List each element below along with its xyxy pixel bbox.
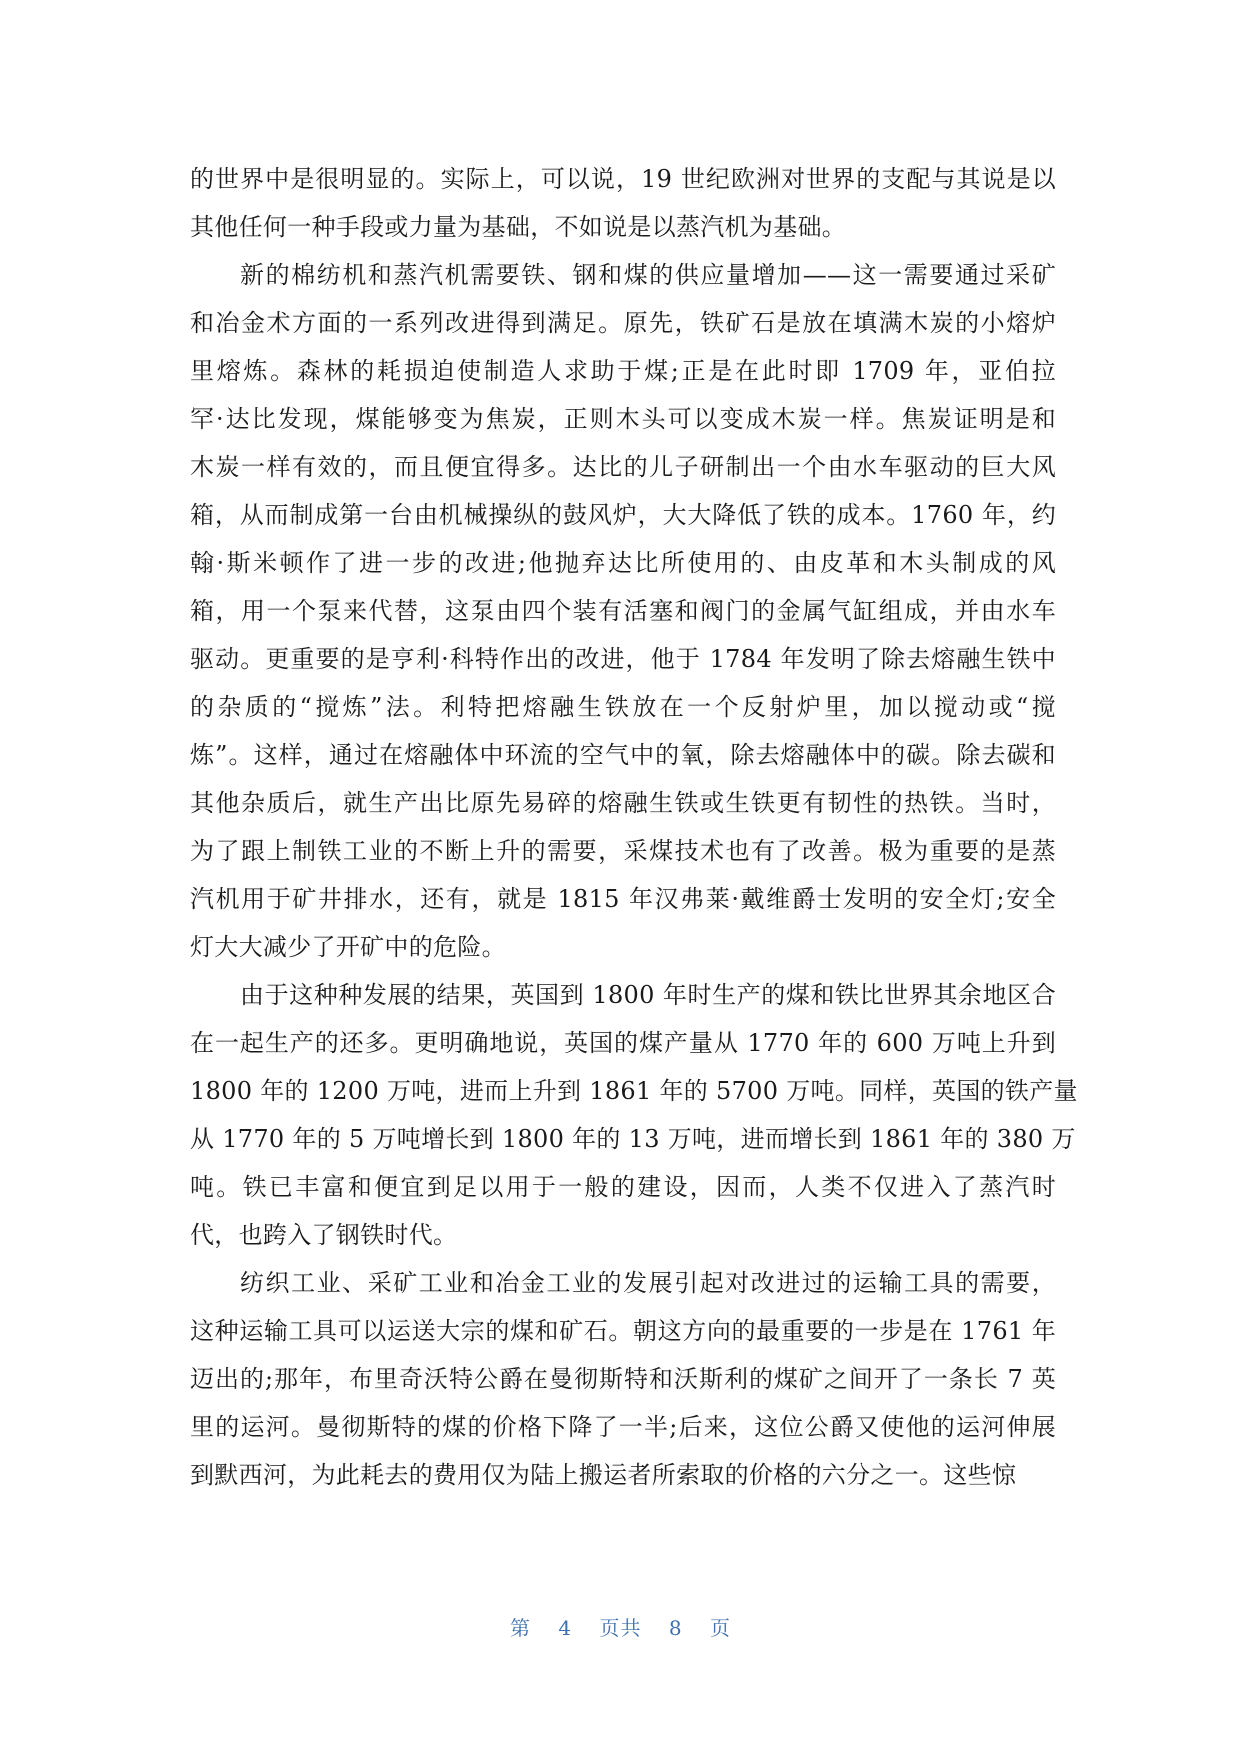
footer-suffix: 页 (709, 1616, 731, 1640)
text-line: 吨。铁已丰富和便宜到足以用于一般的建设，因而，人类不仅进入了蒸汽时 (190, 1173, 1056, 1201)
text-line: 代，也跨入了钢铁时代。 (190, 1221, 458, 1249)
text-line: 迈出的;那年，布里奇沃特公爵在曼彻斯特和沃斯利的煤矿之间开了一条长 7 英 (190, 1365, 1056, 1393)
text-line: 从 1770 年的 5 万吨增长到 1800 年的 13 万吨，进而增长到 1861 年的 380 万 (190, 1125, 1076, 1153)
text-line: 在一起生产的还多。更明确地说，英国的煤产量从 1770 年的 600 万吨上升到 (190, 1029, 1056, 1057)
text-line: 翰·斯米顿作了进一步的改进;他抛弃达比所使用的、由皮革和木头制成的风 (190, 549, 1056, 577)
paragraph (190, 155, 1056, 251)
text-line: 到默西河，为此耗去的费用仅为陆上搬运者所索取的价格的六分之一。这些惊 (190, 1461, 1017, 1489)
text-line: 其他任何一种手段或力量为基础，不如说是以蒸汽机为基础。 (190, 213, 847, 241)
text-line: 箱，从而制成第一台由机械操纵的鼓风炉，大大降低了铁的成本。1760 年，约 (190, 501, 1056, 529)
text-line: 其他杂质后，就生产出比原先易碎的熔融生铁或生铁更有韧性的热铁。当时， (190, 789, 1056, 817)
text-line: 和冶金术方面的一系列改进得到满足。原先，铁矿石是放在填满木炭的小熔炉 (190, 309, 1056, 337)
text-line: 汽机用于矿井排水，还有，就是 1815 年汉弗莱·戴维爵士发明的安全灯;安全 (190, 885, 1056, 913)
text-line: 里熔炼。森林的耗损迫使制造人求助于煤;正是在此时即 1709 年，亚伯拉 (190, 357, 1056, 385)
text-line: 驱动。更重要的是亨利·科特作出的改进，他于 1784 年发明了除去熔融生铁中 (190, 645, 1056, 673)
text-line: 的世界中是很明显的。实际上，可以说，19 世纪欧洲对世界的支配与其说是以 (190, 165, 1056, 193)
text-line: 为了跟上制铁工业的不断上升的需要，采煤技术也有了改善。极为重要的是蒸 (190, 837, 1056, 865)
footer-prefix: 第 (510, 1616, 532, 1640)
text-line: 这种运输工具可以运送大宗的煤和矿石。朝这方向的最重要的一步是在 1761 年 (190, 1317, 1056, 1345)
text-line: 灯大大减少了开矿中的危险。 (190, 933, 506, 961)
text-line: 由于这种种发展的结果，英国到 1800 年时生产的煤和铁比世界其余地区合 (240, 981, 1056, 1009)
paragraph (190, 251, 1056, 971)
text-line: 1800 年的 1200 万吨，进而上升到 1861 年的 5700 万吨。同样，英国的铁产量 (190, 1077, 1078, 1105)
text-line: 箱，用一个泵来代替，这泵由四个装有活塞和阀门的金属气缸组成，并由水车 (190, 597, 1056, 625)
document-body (190, 155, 1078, 1499)
text-line: 炼”。这样，通过在熔融体中环流的空气中的氧，除去熔融体中的碳。除去碳和 (190, 741, 1056, 769)
page-footer (0, 1612, 1241, 1641)
text-line: 木炭一样有效的，而且便宜得多。达比的儿子研制出一个由水车驱动的巨大风 (190, 453, 1056, 481)
footer-page-number: 4 (558, 1616, 573, 1640)
text-line: 的杂质的“搅炼”法。利特把熔融生铁放在一个反射炉里，加以搅动或“搅 (190, 693, 1056, 721)
text-line: 里的运河。曼彻斯特的煤的价格下降了一半;后来，这位公爵又使他的运河伸展 (190, 1413, 1056, 1441)
text-line: 罕·达比发现，煤能够变为焦炭，正则木头可以变成木炭一样。焦炭证明是和 (190, 405, 1056, 433)
footer-middle: 页共 (599, 1616, 642, 1640)
text-line: 新的棉纺机和蒸汽机需要铁、钢和煤的供应量增加——这一需要通过采矿 (240, 261, 1056, 289)
paragraph (190, 1259, 1056, 1499)
footer-total-pages: 8 (668, 1616, 683, 1640)
paragraph (190, 971, 1078, 1259)
text-line: 纺织工业、采矿工业和冶金工业的发展引起对改进过的运输工具的需要， (240, 1269, 1056, 1297)
